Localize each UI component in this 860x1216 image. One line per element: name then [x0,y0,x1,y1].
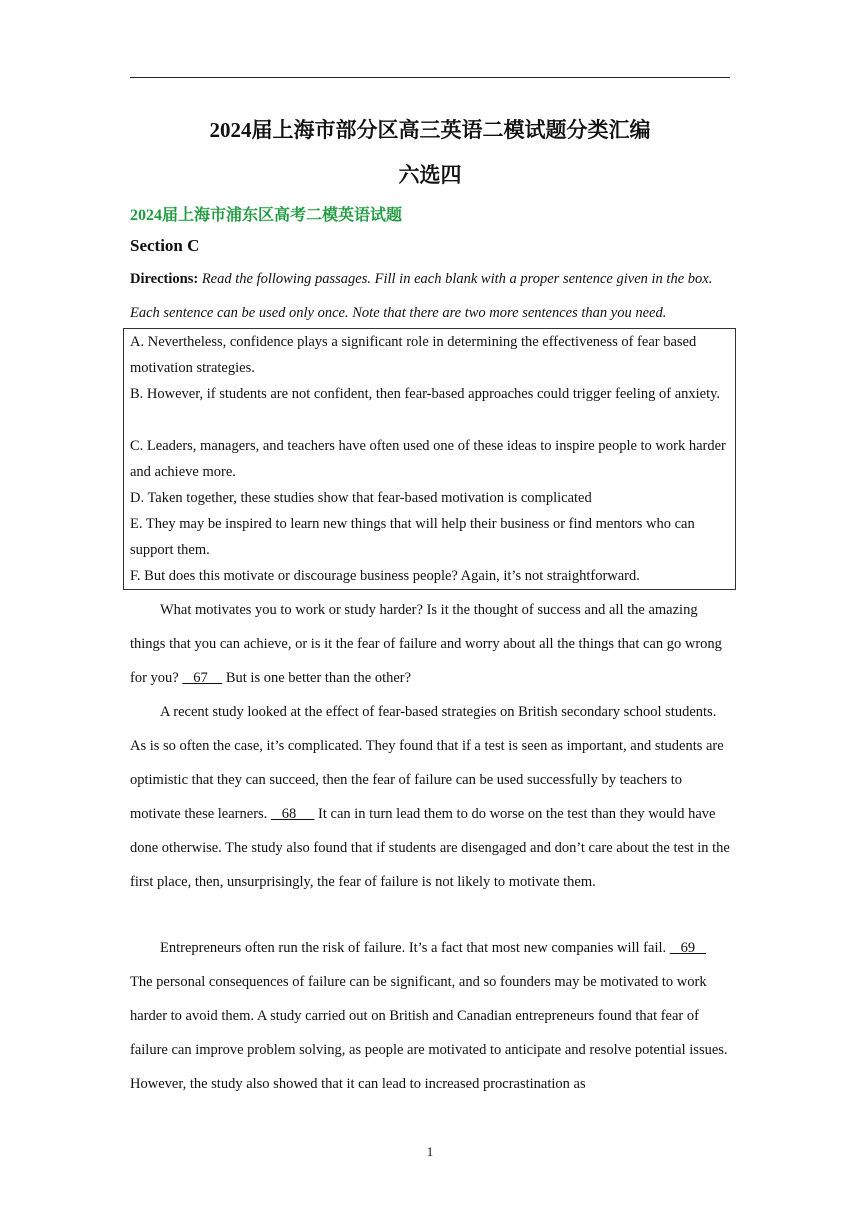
option-c: C. Leaders, managers, and teachers have often used one of these ideas to inspire people to work harder and achieve more. [130,438,726,480]
paragraph-text: It can in turn lead them to do worse on the test than they would have done otherwise. The study also found that if students are disengaged and don’t care about the test in the first place, then, unsurprisingly, the fear of failure is not likely to motivate them. [130,806,730,890]
blank-69: 69 [669,940,707,956]
passage-paragraph-3 [130,931,730,1101]
passage-paragraph-1 [130,593,730,695]
exam-name: 2024届上海市浦东区高考二模英语试题 [130,207,403,224]
options-box [123,328,736,590]
option-a: A. Nevertheless, confidence plays a significant role in determining the effectiveness of fear based motivation strategies. [130,334,697,376]
directions [130,262,730,330]
paragraph-text: But is one better than the other? [222,670,412,686]
paragraph-text: A recent study looked at the effect of fear-based strategies on British secondary school students. As is so often the case, it’s complicated. They found that if a test is seen as important, and students are optimistic that they can succeed, then the fear of failure can be used successfully by teachers to motivate these learners. [130,704,724,822]
option-f: F. But does this motivate or discourage business people? Again, it’s not straightforward. [130,568,640,584]
passage-paragraph-2 [130,695,730,899]
page-number: 1 [426,1144,434,1159]
document-subtitle: 六选四 [398,163,462,187]
section-heading: Section C [130,236,200,255]
document-title: 2024届上海市部分区高三英语二模试题分类汇编 [209,118,651,142]
option-d: D. Taken together, these studies show that fear-based motivation is complicated [130,490,592,506]
option-b: B. However, if students are not confident, then fear-based approaches could trigger feeling of anxiety. [130,386,721,402]
blank-68: 68 [270,806,315,822]
paragraph-text: What motivates you to work or study harder? Is it the thought of success and all the amazing things that you can achieve, or is it the fear of failure and worry about all the things that can go wrong for you? [130,602,722,686]
directions-label: Directions: [130,271,199,287]
directions-text: Read the following passages. Fill in each blank with a proper sentence given in the box. Each sentence can be used only once. Note that there are two more sentences than you need. [130,271,713,321]
option-e: E. They may be inspired to learn new things that will help their business or find mentors who can support them. [130,516,695,558]
paragraph-text: Entrepreneurs often run the risk of failure. It’s a fact that most new companies will fail. [160,940,670,956]
header-rule [130,77,730,78]
paragraph-text: The personal consequences of failure can be significant, and so founders may be motivated to work harder to avoid them. A study carried out on British and Canadian entrepreneurs found that fear of failure can improve problem solving, as people are motivated to anticipate and resolve potential issues. However, the study also showed that it can lead to increased procrastination as [130,974,728,1092]
blank-67: 67 [182,670,223,686]
